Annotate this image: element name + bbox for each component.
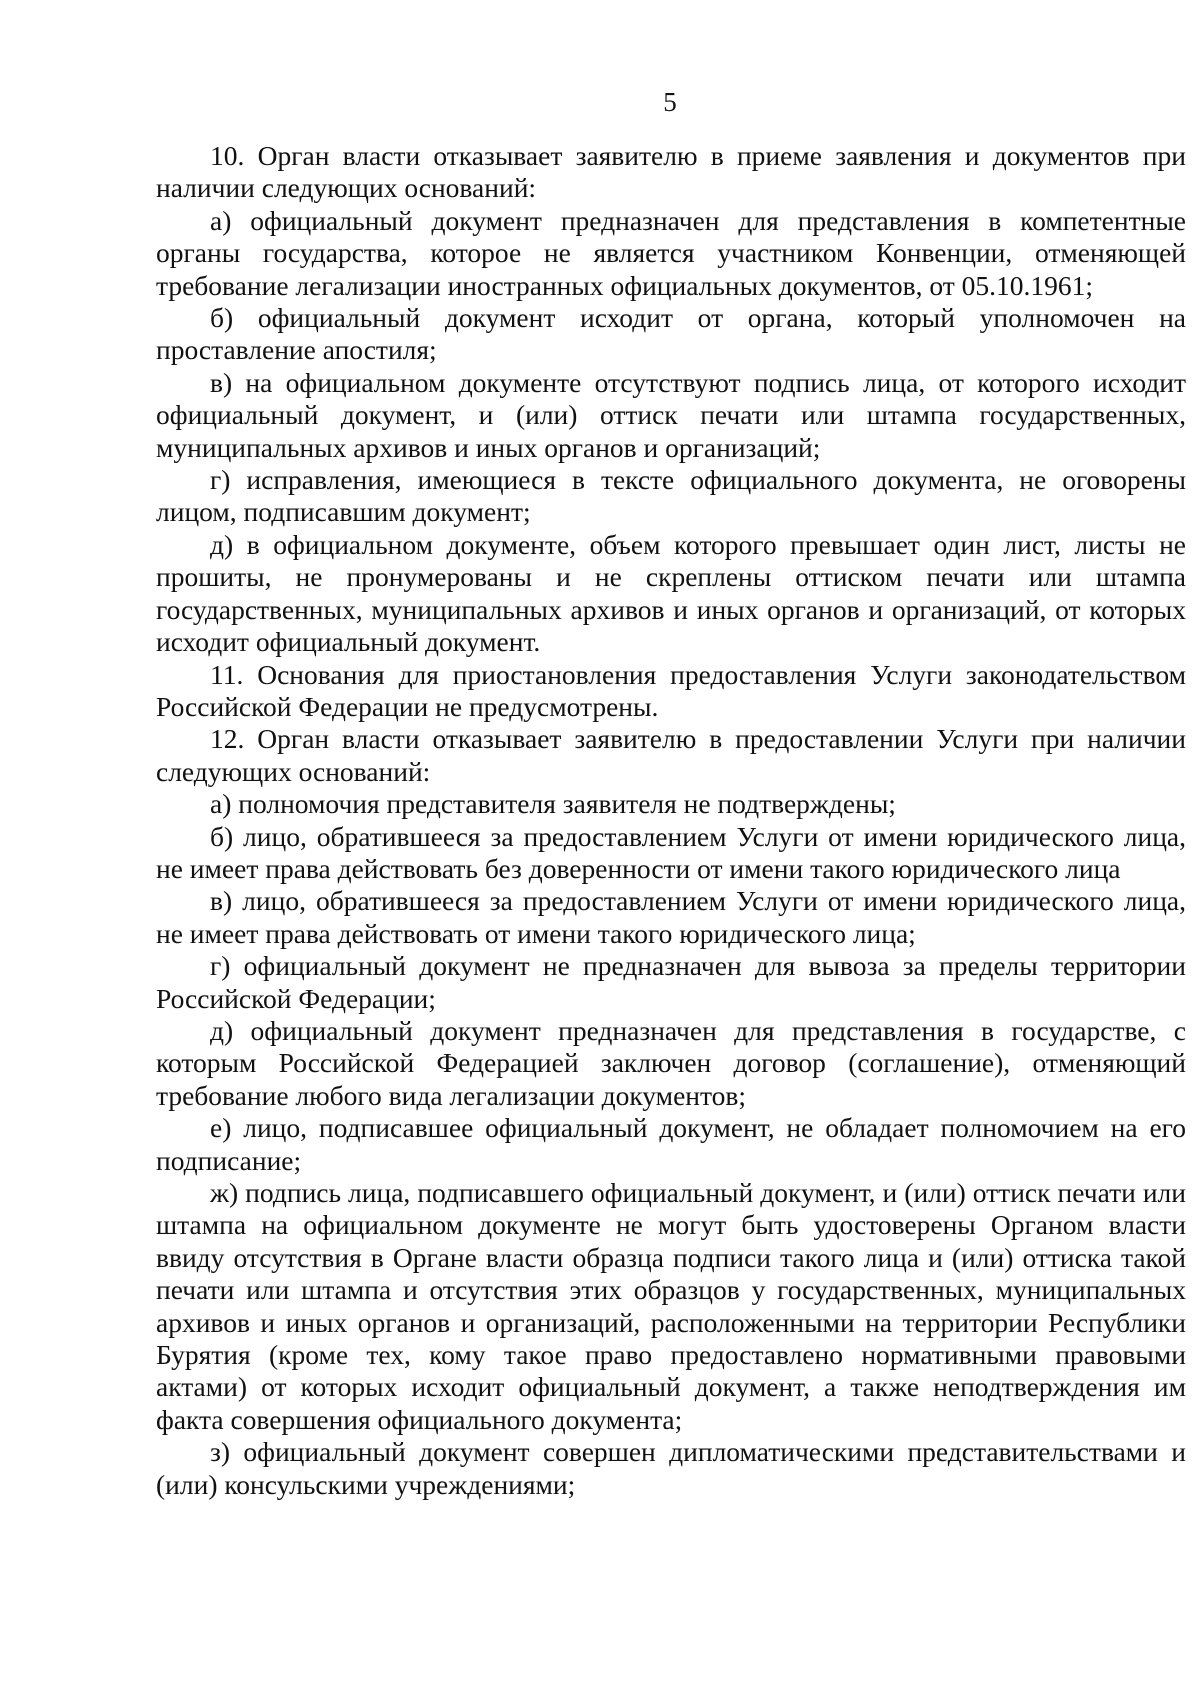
paragraph-10: 10. Орган власти отказывает заявителю в приеме заявления и документов при наличии следующих оснований:	[156, 140, 1186, 204]
list-item-10v: в) на официальном документе отсутствуют подпись лица, от которого исходит официальный документ, и (или) оттиск печати или штампа государственных, муниципальных архивов и иных органов и организаций;	[156, 366, 1186, 463]
list-item-12d: д) официальный документ предназначен для представления в государстве, с которым Российской Федерацией заключен договор (соглашение), отменяющий требование любого вида легализации документов;	[156, 1014, 1186, 1111]
list-item-12zh: ж) подпись лица, подписавшего официальный документ, и (или) оттиск печати или штампа на официальном документе не могут быть удостоверены Органом власти ввиду отсутствия в Органе власти образца подписи такого лица и (или) оттиска такой печати или штампа и отсутствия этих образцов у государственных, муниципальных архивов и иных органов и организаций, расположенными на территории Республики Бурятия (кроме тех, кому такое право предоставлено нормативными правовыми актами) от которых исходит официальный документ, а также неподтверждения им факта совершения официального документа;	[156, 1177, 1186, 1435]
paragraph-12: 12. Орган власти отказывает заявителю в предоставлении Услуги при наличии следующих оснований:	[156, 723, 1186, 787]
list-item-12b: б) лицо, обратившееся за предоставлением Услуги от имени юридического лица, не имеет права действовать без доверенности от имени такого юридического лица	[156, 820, 1186, 884]
list-item-12a: а) полномочия представителя заявителя не подтверждены;	[210, 788, 896, 820]
list-item-10d: д) в официальном документе, объем которого превышает один лист, листы не прошиты, не пронумерованы и не скреплены оттиском печати или штампа государственных, муниципальных архивов и иных органов и организаций, от которых исходит официальный документ.	[156, 528, 1186, 658]
list-item-12g: г) официальный документ не предназначен для вывоза за пределы территории Российской Федерации;	[156, 950, 1186, 1014]
list-item-10a: а) официальный документ предназначен для представления в компетентные органы государства, которое не является участником Конвенции, отменяющей требование легализации иностранных официальных документов, от 05.10.1961;	[156, 204, 1186, 301]
page-number: 5	[663, 87, 677, 117]
paragraph-11: 11. Основания для приостановления предоставления Услуги законодательством Российской Федерации не предусмотрены.	[156, 658, 1186, 722]
list-item-12z: з) официальный документ совершен дипломатическими представительствами и (или) консульскими учреждениями;	[156, 1436, 1186, 1500]
list-item-10g: г) исправления, имеющиеся в тексте официального документа, не оговорены лицом, подписавшим документ;	[156, 464, 1186, 528]
list-item-12v: в) лицо, обратившееся за предоставлением Услуги от имени юридического лица, не имеет права действовать от имени такого юридического лица;	[156, 885, 1186, 949]
list-item-12e: е) лицо, подписавшее официальный документ, не обладает полномочием на его подписание;	[156, 1112, 1186, 1176]
document-body	[156, 140, 1186, 1501]
list-item-10b: б) официальный документ исходит от органа, который уполномочен на проставление апостиля;	[156, 302, 1186, 366]
